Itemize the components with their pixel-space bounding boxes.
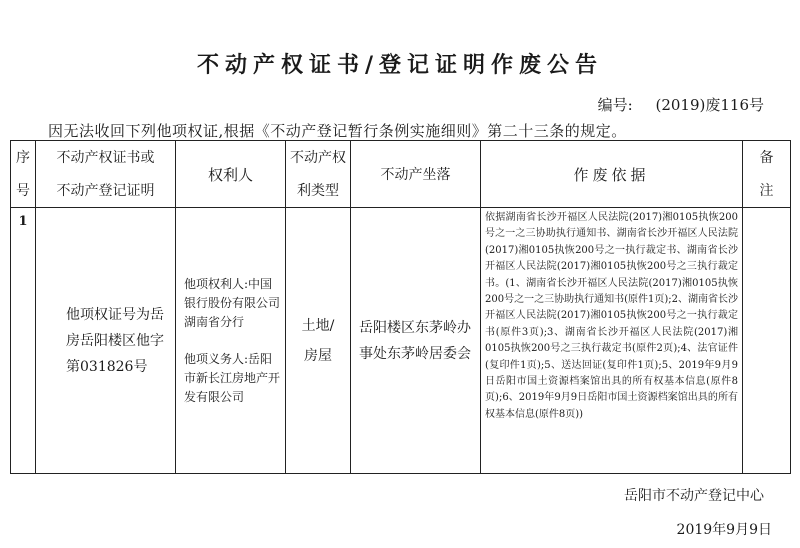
header-seq-line1: 序 (16, 149, 30, 166)
header-seq-line2: 号 (16, 182, 30, 199)
document-number-label: 编号: (597, 96, 633, 114)
row-holder-obligor: 他项义务人:岳阳市新长江房地产开发有限公司 (184, 351, 281, 404)
row-holders (176, 208, 286, 474)
row-basis: 依据湖南省长沙开福区人民法院(2017)湘0105执恢200号之一之三协助执行通知书、湖南省长沙开福区人民法院(2017)湘0105执恢200号之一执行裁定书、湖南省长沙开福区人民法院(2017)湘0105执恢200号之三执行裁定书。(1、湖南省长沙开福区人民法院(2017)湘0105执恢200号之一之三协助执行通知书(原件1页);2、湖南省长沙开福区人民法院(2017)湘0105执恢200号之一执行裁定书(原件3页);3、湖南省长沙开福区人民法院(2017)湘0105执恢200号之三执行裁定书(原件2页);4、法官证件(复印件1页);5、送达回证(复印件1页);5、2019年9月9日岳阳市国土资源档案馆出具的所有权基本信息(原件8页);6、2019年9月9日岳阳市国土资源档案馆出具的所有权基本信息(原件8页)) (481, 208, 743, 474)
document-number (598, 94, 764, 115)
header-location-label: 不动产坐落 (380, 167, 451, 183)
table-row (11, 208, 791, 474)
header-location (351, 141, 481, 208)
header-right-type-line1: 不动产权 (290, 149, 346, 166)
header-holder-label: 权利人 (207, 165, 253, 184)
header-holder (176, 141, 286, 208)
row-right-type-line1: 土地/ (301, 317, 335, 334)
header-certificate (36, 141, 176, 208)
header-remark (743, 141, 791, 208)
row-remark (743, 208, 791, 474)
issuing-organization: 岳阳市不动产登记中心 (624, 488, 764, 504)
row-certificate: 他项权证号为岳房岳阳楼区他字第031826号 (36, 208, 176, 474)
header-basis (481, 141, 743, 208)
header-remark-line1: 备 (759, 149, 774, 166)
row-location: 岳阳楼区东茅岭办事处东茅岭居委会 (351, 208, 481, 474)
row-right-type (286, 208, 351, 474)
page-title: 不动产权证书/登记证明作废公告 (196, 52, 604, 78)
issue-date: 2019年9月9日 (676, 522, 772, 538)
row-seq: 1 (11, 208, 36, 474)
header-basis-label: 作废依据 (573, 165, 650, 184)
header-seq (11, 141, 36, 208)
table-header-row (11, 141, 791, 208)
intro-text: 因无法收回下列他项权证,根据《不动产登记暂行条例实施细则》第二十三条的规定。 (48, 122, 627, 140)
document-number-value: (2019)废116号 (655, 96, 764, 114)
header-right-type (286, 141, 351, 208)
header-certificate-line1: 不动产权证书或 (56, 149, 155, 166)
header-right-type-line2: 利类型 (297, 182, 339, 199)
row-holder-right: 他项权利人:中国银行股份有限公司湖南省分行 (184, 276, 281, 329)
header-certificate-line2: 不动产登记证明 (56, 182, 155, 199)
announcement-table (10, 140, 791, 474)
header-remark-line2: 注 (759, 182, 774, 199)
row-right-type-line2: 房屋 (304, 347, 332, 364)
